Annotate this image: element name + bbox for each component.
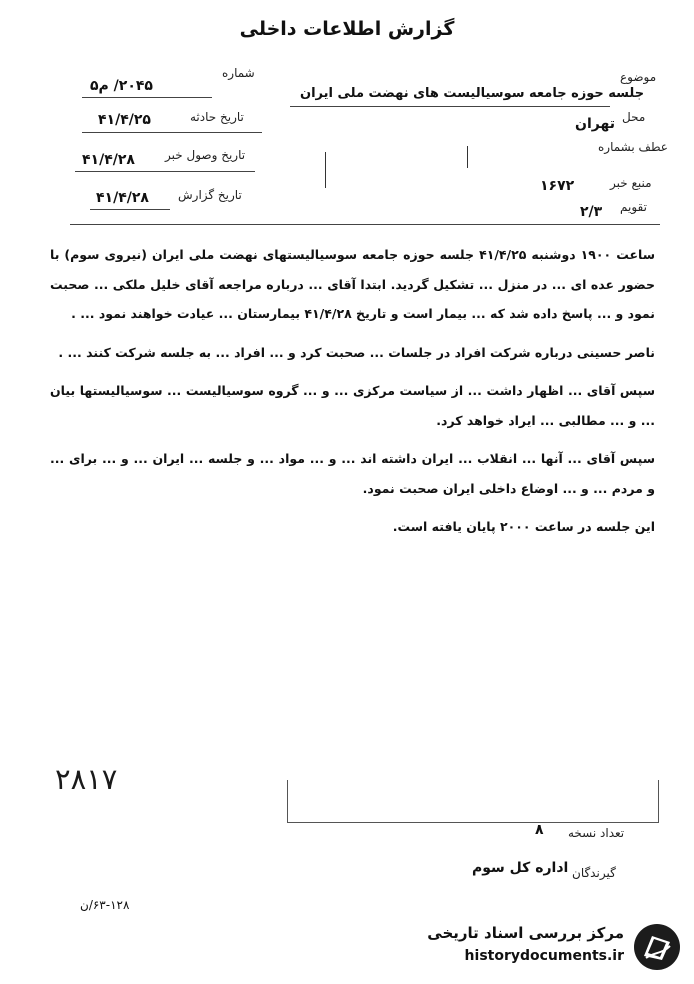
- recipients-value: اداره کل سوم: [472, 860, 569, 876]
- report-underline: [90, 209, 170, 210]
- received-underline: [75, 171, 255, 172]
- reference-label: عطف بشماره: [598, 140, 668, 154]
- header-divider: [70, 224, 660, 225]
- archive-watermark: [408, 920, 688, 976]
- body-paragraph: این جلسه در ساعت ۲۰۰۰ پایان یافته است.: [392, 519, 655, 534]
- incident-date-label: تاریخ حادثه: [190, 110, 244, 124]
- report-date-value: ۴۱/۴/۲۸: [96, 190, 149, 206]
- copies-value: ۸: [535, 822, 544, 838]
- handwritten-number: ۲۸۱۷: [55, 762, 118, 796]
- body-paragraph: سپس آقای ... اظهار داشت ... از سیاست مرکزی ... و ... گروه سوسیالیست ... سوسیالیستها بیان ... و ... مطالبی ... ایراد خواهد کرد.: [50, 383, 655, 428]
- incident-date-value: ۴۱/۴/۲۵: [98, 112, 151, 128]
- archive-logo-icon: [632, 922, 682, 972]
- number-value: ۲۰۴۵/ م۵: [90, 78, 153, 94]
- received-date-label: تاریخ وصول خبر: [165, 148, 246, 162]
- tick-mark: [325, 152, 326, 188]
- subject-underline: [290, 106, 610, 107]
- tick-mark: [467, 146, 468, 168]
- location-value: تهران: [575, 116, 615, 132]
- subject-value: جلسه حوزه جامعه سوسیالیست های نهضت ملی ایران: [300, 86, 645, 101]
- report-date-label: تاریخ گزارش: [178, 188, 242, 202]
- signature-box: [287, 780, 659, 823]
- subject-label: موضوع: [620, 70, 657, 84]
- number-underline: [82, 97, 212, 98]
- source-label: منبع خبر: [610, 176, 652, 190]
- evaluation-value: ۲/۳: [580, 204, 603, 220]
- recipients-label: گیرندگان: [572, 866, 616, 880]
- incident-underline: [82, 132, 262, 133]
- location-label: محل: [622, 110, 646, 124]
- body-paragraph: ساعت ۱۹۰۰ دوشنبه ۴۱/۴/۲۵ جلسه حوزه جامعه سوسیالیستهای نهضت ملی ایران (نیروی سوم) با حضور عده ای ... در منزل ... تشکیل گردید. ابتدا آقای ... درباره مراجعه آقای خلیل ملکی ... صحبت نمود و ... پاسخ داده شد که ... بیمار است و تاریخ ۴۱/۴/۲۸ بیمارستان ... عیادت خواهند نمود ... .: [50, 247, 655, 321]
- report-body: [50, 240, 655, 551]
- footer-code: ۶۳-۱۲۸/ن: [80, 898, 130, 912]
- evaluation-label: تقویم: [620, 200, 647, 214]
- source-value: ۱۶۷۲: [540, 178, 575, 194]
- watermark-website: historydocuments.ir: [464, 948, 624, 964]
- body-paragraph: ناصر حسینی درباره شرکت افراد در جلسات ... صحبت کرد و ... افراد ... به جلسه شرکت کنند ... .: [58, 344, 655, 360]
- received-date-value: ۴۱/۴/۲۸: [82, 152, 135, 168]
- document-title: گزارش اطلاعات داخلی: [239, 18, 455, 40]
- body-paragraph: سپس آقای ... آنها ... انقلاب ... ایران داشته اند ... و ... مواد ... و جلسه ... ایران ... و ... برای ... و مردم ... و ... اوضاع داخلی ایران صحبت نمود.: [50, 451, 655, 496]
- watermark-org-name: مرکز بررسی اسناد تاریخی: [427, 924, 624, 942]
- number-label: شماره: [222, 66, 255, 80]
- copies-label: تعداد نسخه: [568, 826, 625, 840]
